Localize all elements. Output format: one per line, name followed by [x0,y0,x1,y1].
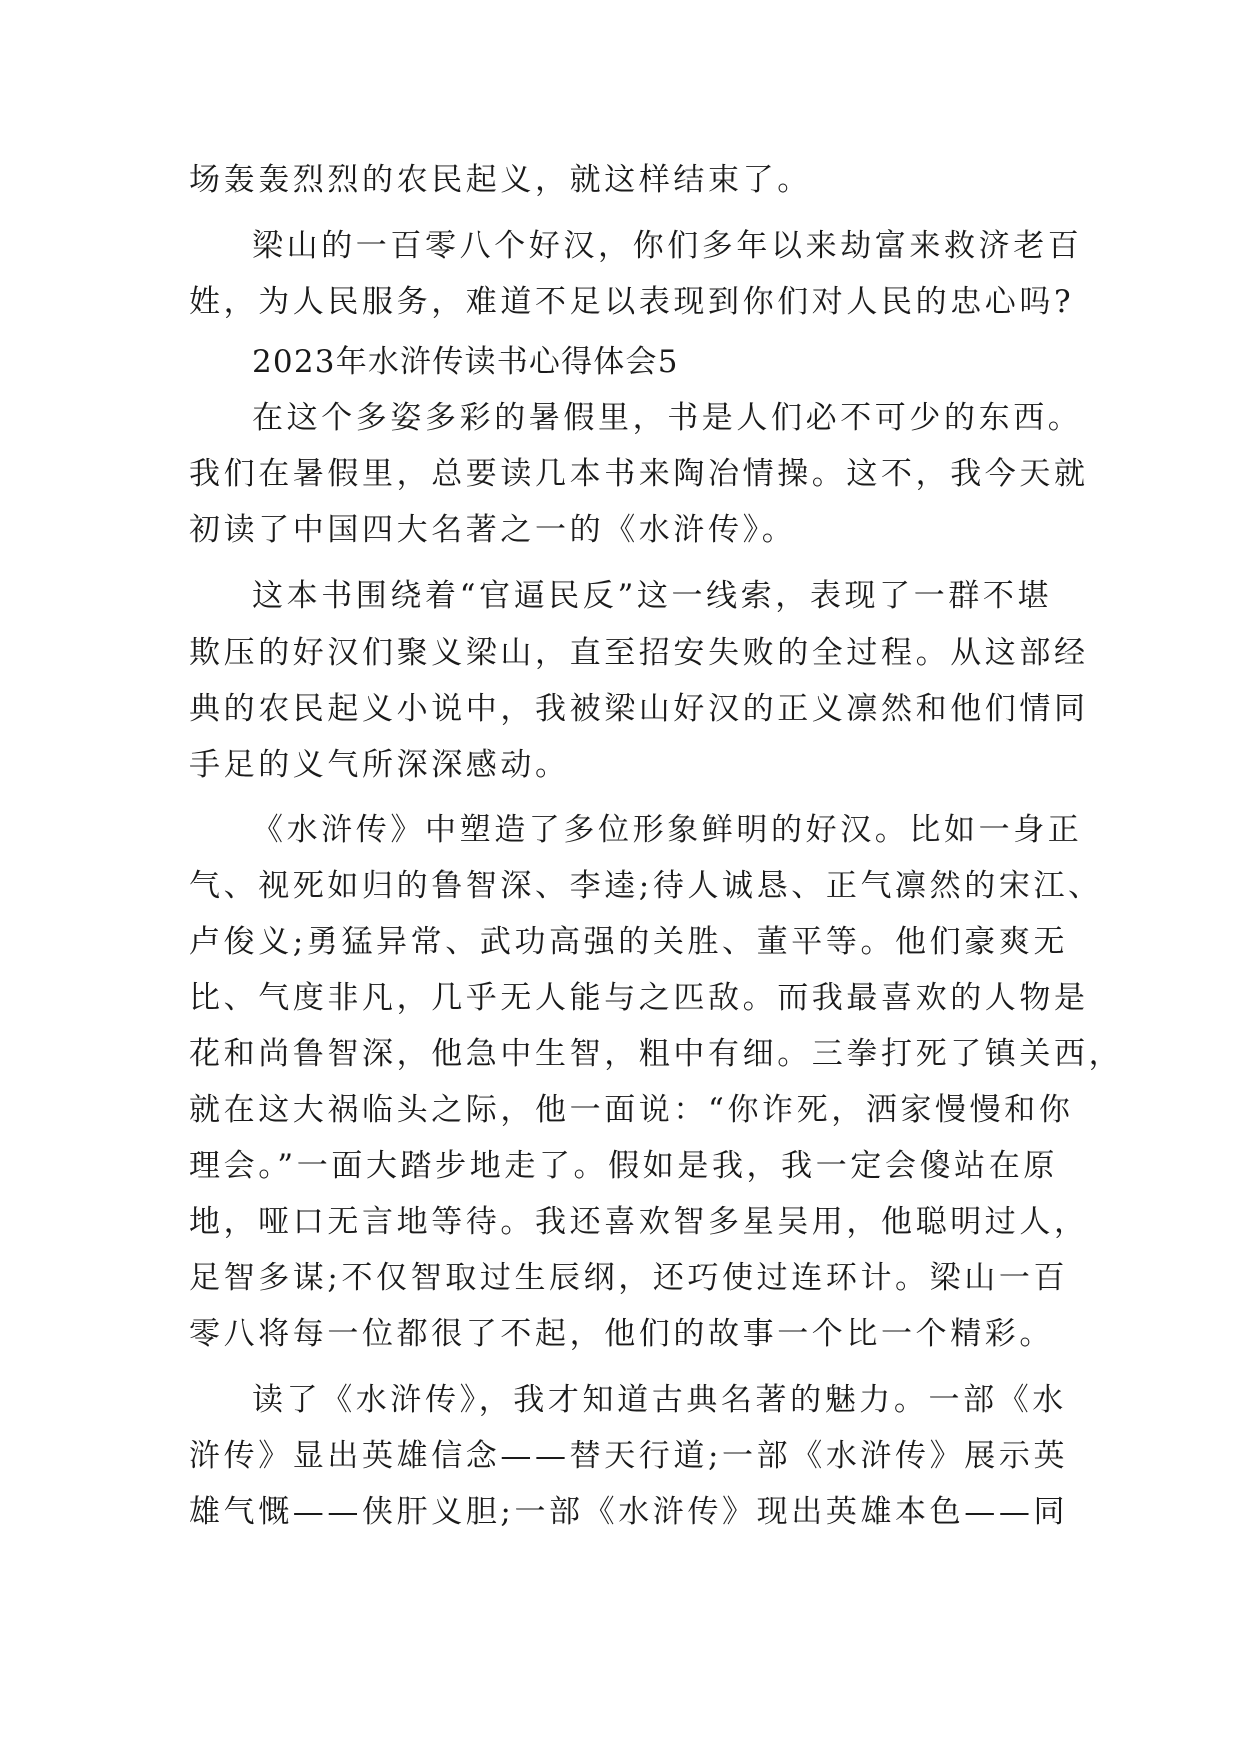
text-line: 典的农民起义小说中，我被梁山好汉的正义凛然和他们情同 [189,691,1089,727]
text-line: 手足的义气所深深感动。 [189,747,570,783]
text-line: 就在这大祸临头之际，他一面说：“你诈死，洒家慢慢和你 [189,1092,1074,1128]
text-line: 比、气度非凡，几乎无人能与之匹敌。而我最喜欢的人物是 [189,980,1089,1016]
text-line: 浒传》显出英雄信念——替天行道;一部《水浒传》展示英 [189,1438,1069,1474]
text-line: 地，哑口无言地等待。我还喜欢智多星吴用，他聪明过人， [189,1204,1089,1240]
paragraph-first-line: 在这个多姿多彩的暑假里，书是人们必不可少的东西。 [252,400,1083,436]
paragraph-first-line: 读了《水浒传》，我才知道古典名著的魅力。一部《水 [252,1382,1067,1418]
text-line: 零八将每一位都很了不起，他们的故事一个比一个精彩。 [189,1316,1054,1352]
text-line: 姓，为人民服务，难道不足以表现到你们对人民的忠心吗? [189,284,1075,320]
paragraph-first-line: 梁山的一百零八个好汉，你们多年以来劫富来救济老百 [252,228,1083,264]
text-line: 花和尚鲁智深，他急中生智，粗中有细。三拳打死了镇关西， [189,1036,1124,1072]
paragraph-first-line: 这本书围绕着“官逼民反”这一线索，表现了一群不堪 [252,578,1053,614]
text-line: 我们在暑假里，总要读几本书来陶冶情操。这不，我今天就 [189,456,1089,492]
text-line: 卢俊义;勇猛异常、武功高强的关胜、董平等。他们豪爽无 [189,924,1069,960]
text-line: 雄气慨——侠肝义胆;一部《水浒传》现出英雄本色——同 [189,1494,1069,1530]
text-line: 初读了中国四大名著之一的《水浒传》。 [189,512,797,548]
text-line: 足智多谋;不仅智取过生辰纲，还巧使过连环计。梁山一百 [189,1260,1069,1296]
text-line: 理会。”一面大踏步地走了。假如是我，我一定会傻站在原 [189,1148,1058,1184]
text-line: 欺压的好汉们聚义梁山，直至招安失败的全过程。从这部经 [189,635,1089,671]
paragraph-first-line: 《水浒传》中塑造了多位形象鲜明的好汉。比如一身正 [252,812,1083,848]
text-line: 气、视死如归的鲁智深、李逵;待人诚恳、正气凛然的宋江、 [189,868,1103,904]
section-heading: 2023年水浒传读书心得体会5 [252,344,679,380]
text-line: 场轰轰烈烈的农民起义，就这样结束了。 [189,162,812,198]
